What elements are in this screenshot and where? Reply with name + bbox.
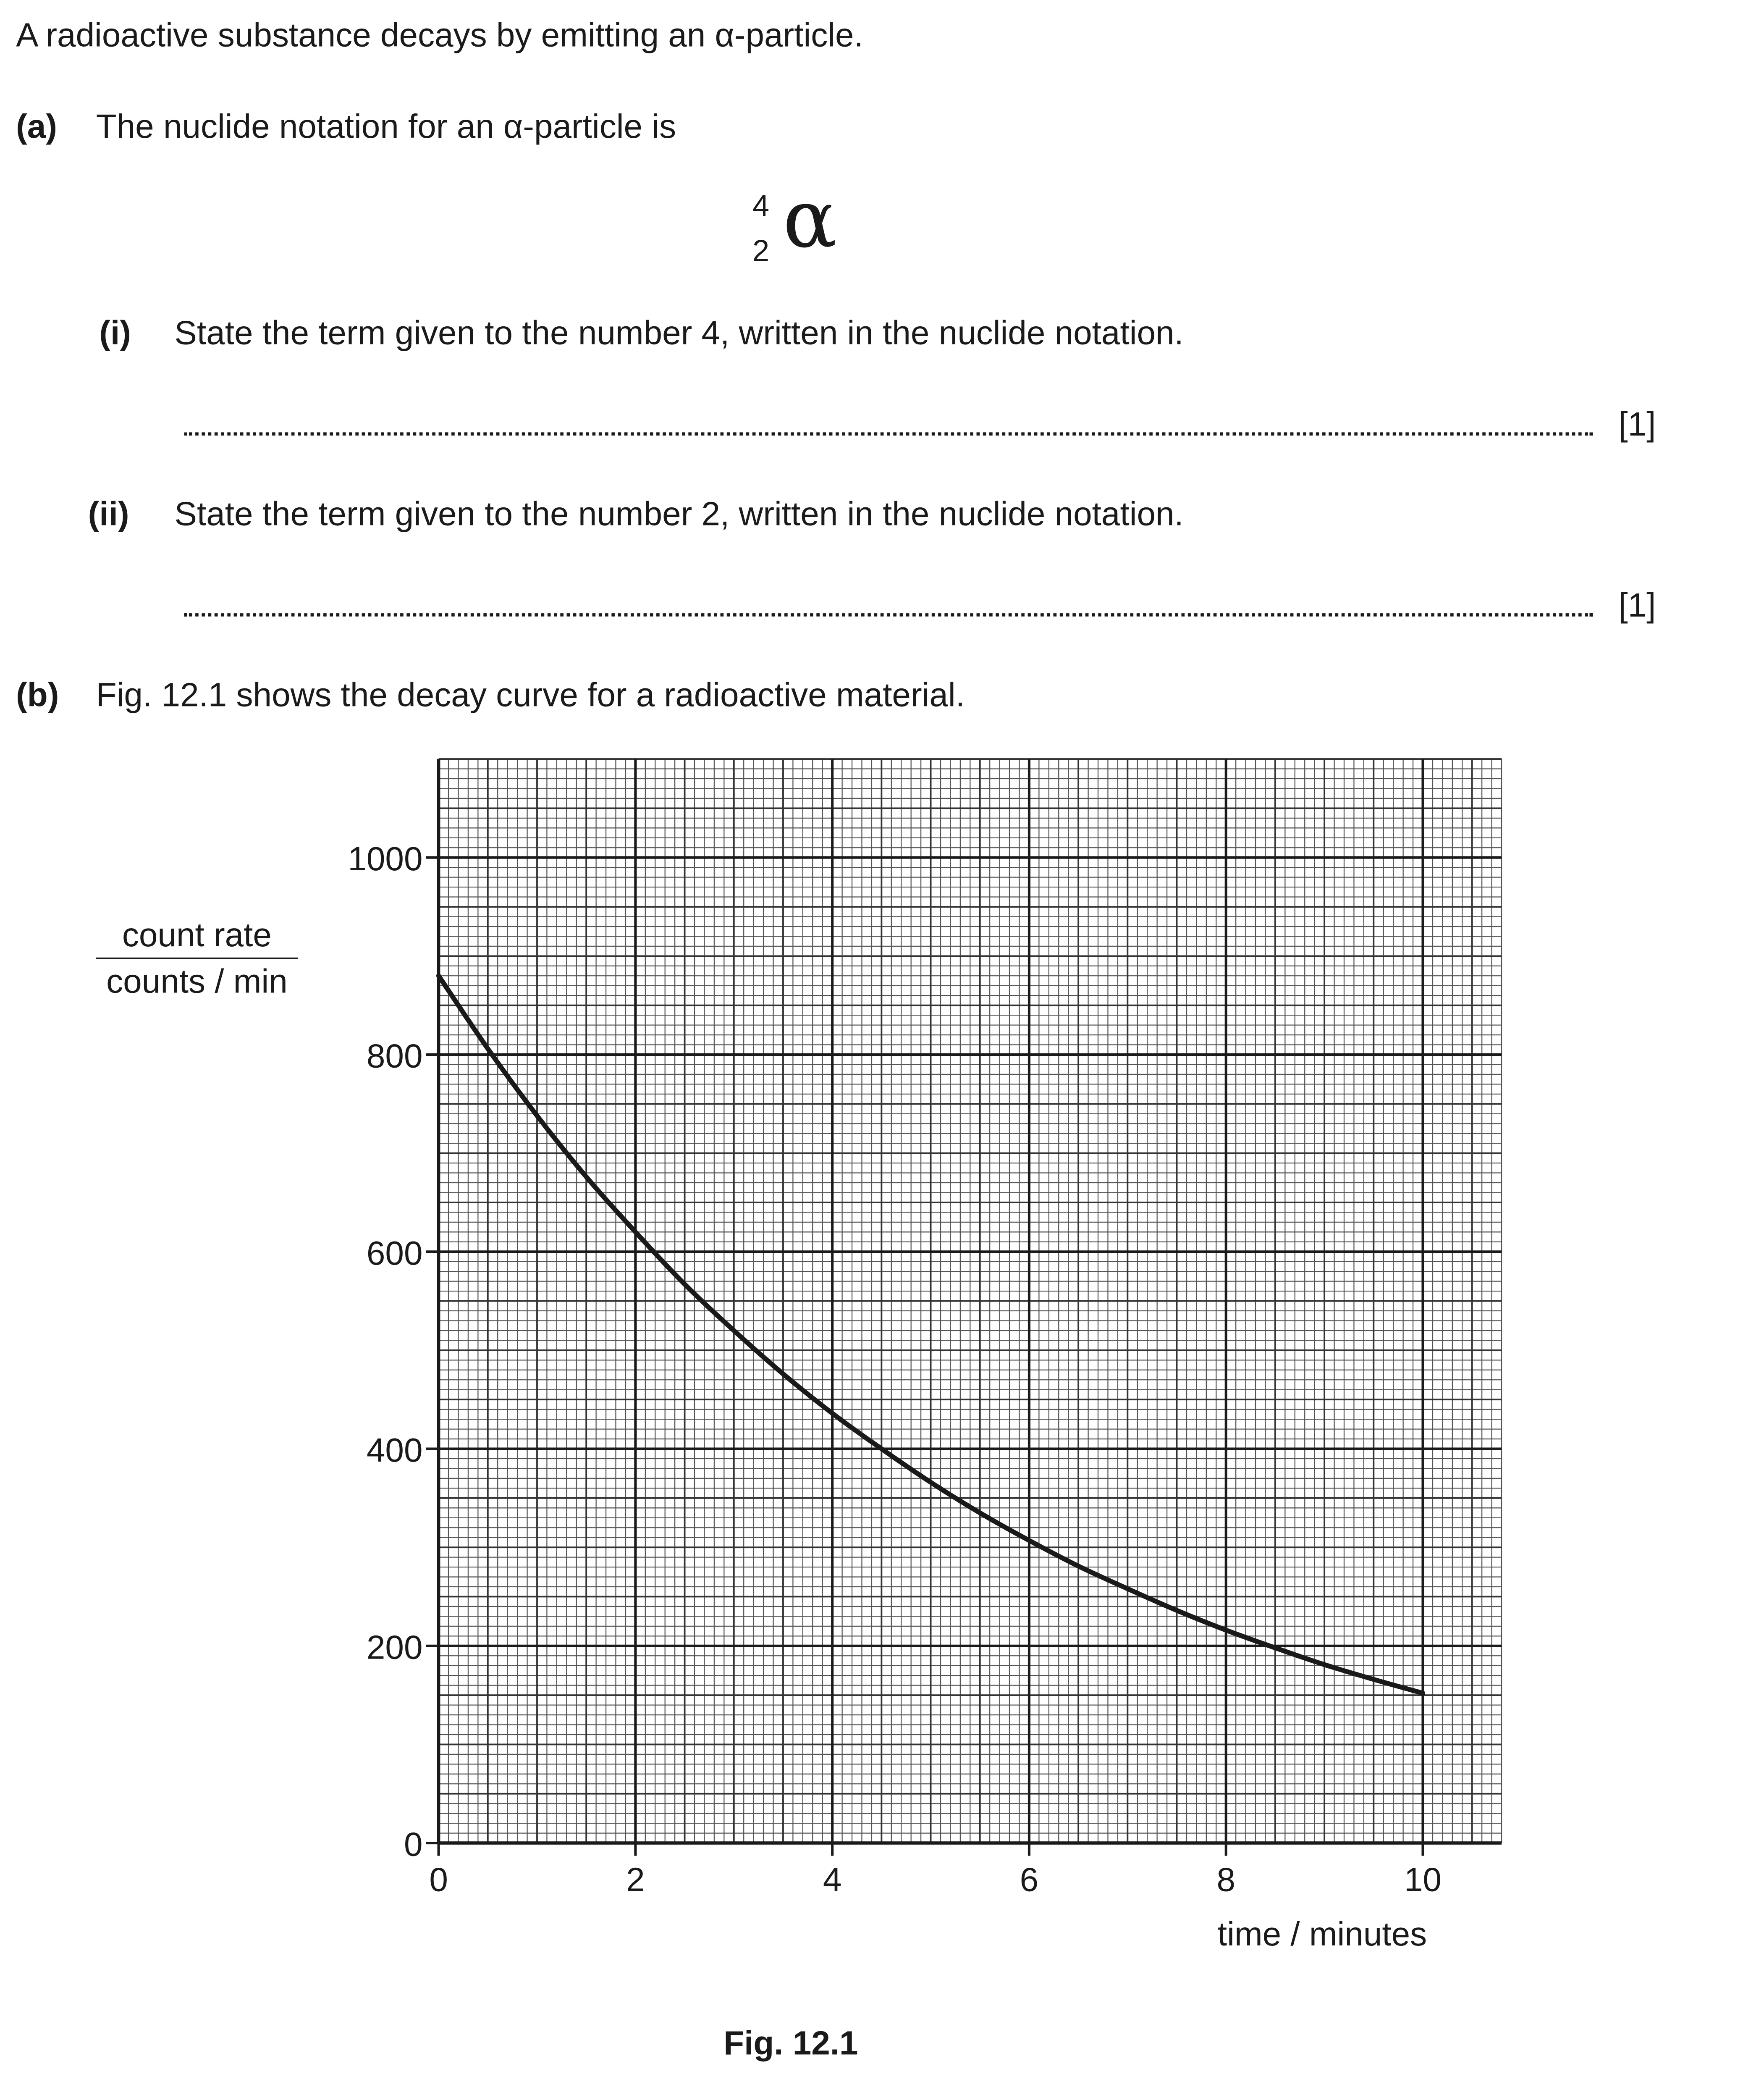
part-a-i-label: (i) <box>99 315 131 352</box>
part-a-i-text: State the term given to the number 4, written in the nuclide notation. <box>174 315 1184 352</box>
x-axis-label: time / minutes <box>1217 1915 1427 1953</box>
y-tick-label: 200 <box>366 1628 423 1666</box>
part-a-ii-text: State the term given to the number 2, written in the nuclide notation. <box>174 496 1184 533</box>
x-tick-label: 2 <box>626 1861 645 1898</box>
alpha-symbol: α <box>783 173 837 266</box>
x-tick-label: 8 <box>1216 1861 1235 1898</box>
marks-a-i: [1] <box>1618 407 1656 444</box>
y-tick-label: 1000 <box>348 840 423 878</box>
part-a-ii-label: (ii) <box>88 496 129 533</box>
part-b-label: (b) <box>16 677 59 714</box>
y-axis-label-unit: counts / min <box>106 964 288 1001</box>
y-tick-label: 800 <box>366 1037 423 1075</box>
mass-number: 4 <box>752 190 770 224</box>
x-tick-label: 0 <box>429 1861 448 1898</box>
y-axis-label-quantity: count rate <box>122 917 272 955</box>
part-b-text: Fig. 12.1 shows the decay curve for a radioactive material. <box>96 677 965 714</box>
x-tick-labels <box>429 1861 1442 1898</box>
intro-text: A radioactive substance decays by emitting an α-particle. <box>16 17 863 55</box>
y-tick-label: 600 <box>366 1234 423 1272</box>
y-tick-label: 400 <box>366 1431 423 1469</box>
part-a-text: The nuclide notation for an α-particle is <box>96 109 676 146</box>
tick-marks <box>426 858 1423 1856</box>
y-tick-labels <box>348 840 422 1863</box>
part-a-label: (a) <box>16 109 57 146</box>
figure-caption: Fig. 12.1 <box>723 2025 858 2063</box>
x-tick-label: 10 <box>1404 1861 1442 1898</box>
y-tick-label: 0 <box>404 1825 423 1863</box>
atomic-number: 2 <box>752 235 770 269</box>
x-tick-label: 6 <box>1020 1861 1039 1898</box>
x-tick-label: 4 <box>823 1861 842 1898</box>
marks-a-ii: [1] <box>1618 588 1656 625</box>
